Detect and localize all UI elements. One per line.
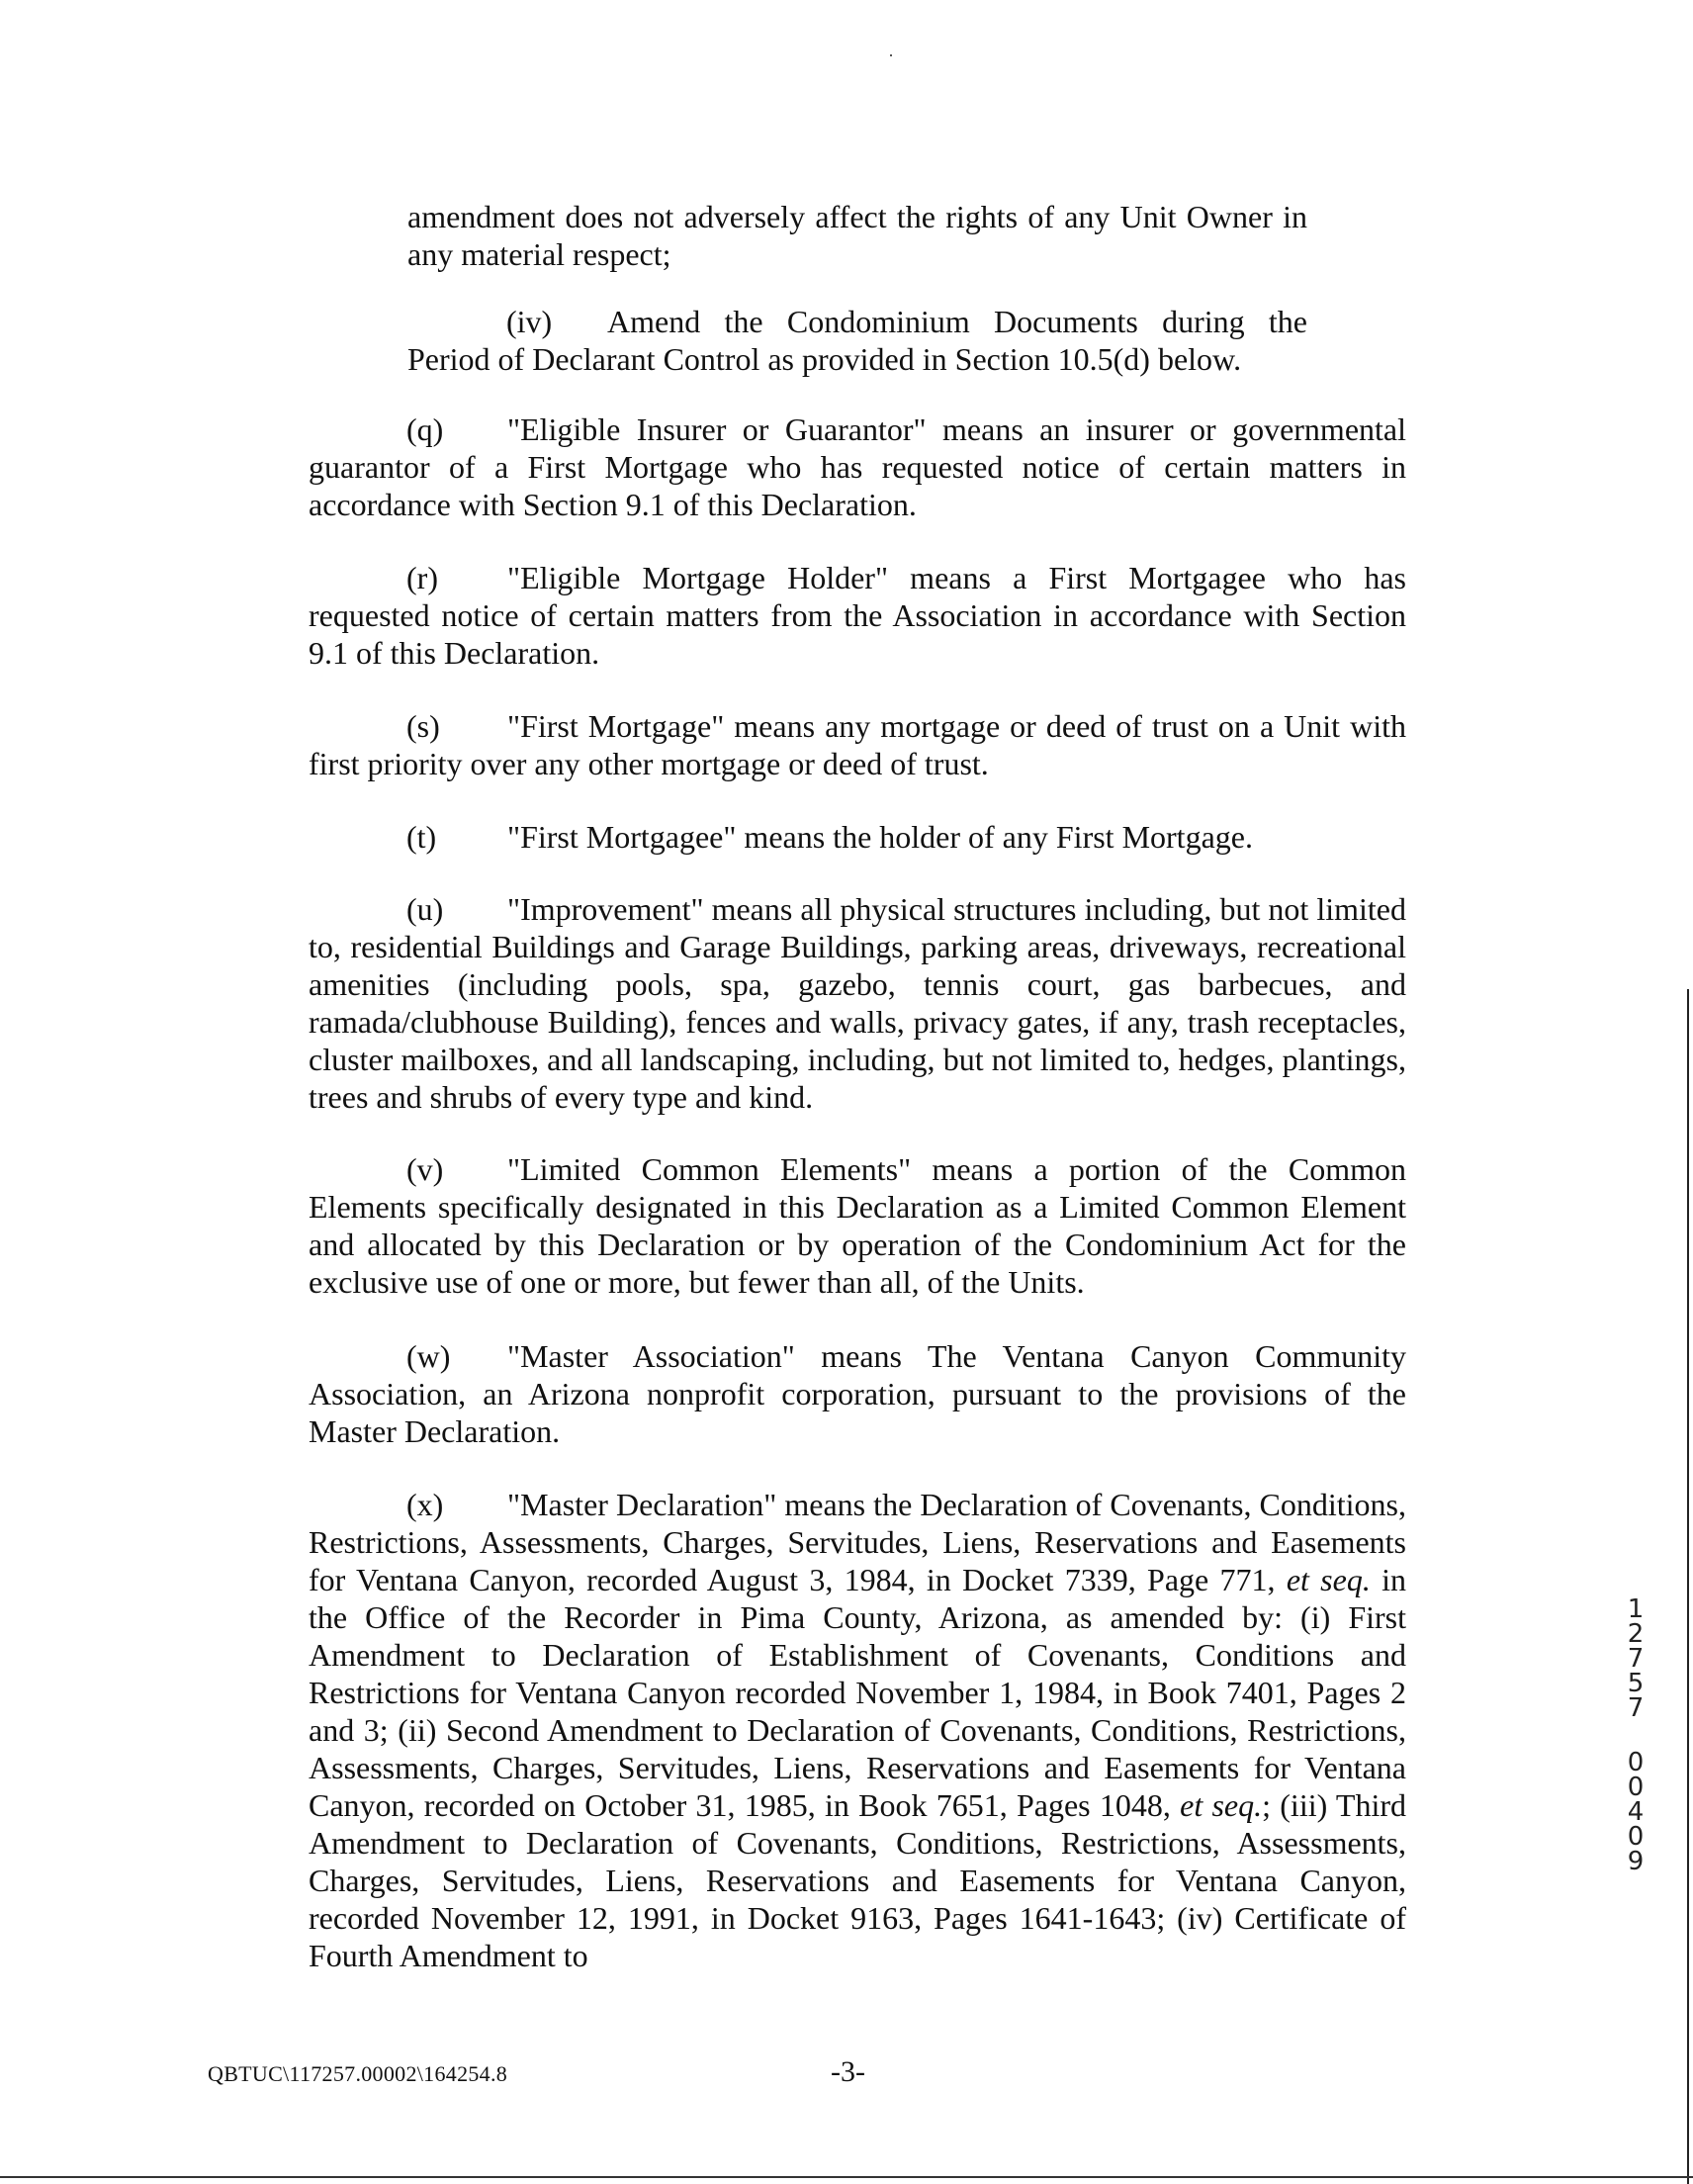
stamp-docket-char: 7 [1627, 1644, 1645, 1674]
paragraph-iv-label: (iv) [506, 304, 553, 339]
paragraph-v-label: (v) [406, 1151, 444, 1187]
paragraph-r-text: "Eligible Mortgage Holder" means a First Mortgagee who has requested notice of certain matters from the Association in accordance with Section 9.1 of this Declaration. [309, 560, 1406, 671]
paragraph-s-label: (s) [406, 708, 440, 744]
stamp-docket-char: 1 [1627, 1594, 1645, 1624]
paragraph-t [309, 818, 1406, 856]
paragraph-s-text: "First Mortgage" means any mortgage or deed of trust on a Unit with first priority over any other mortgage or deed of trust. [309, 708, 1406, 781]
scan-edge-bottom [0, 2176, 1693, 2178]
paragraph-w-label: (w) [406, 1338, 451, 1374]
paragraph-u [309, 890, 1406, 1116]
paragraph-iv-text: Amend the Condominium Documents during the Period of Declarant Control as provided in Section 10.5(d) below. [407, 304, 1307, 377]
paragraph-continuation [407, 198, 1307, 273]
stamp-page-char: 0 [1627, 1822, 1645, 1852]
paragraph-v [309, 1150, 1406, 1301]
stamp-page-char: 0 [1627, 1748, 1645, 1777]
paragraph-x-et-seq-2: et seq. [1180, 1787, 1263, 1823]
paragraph-v-text: "Limited Common Elements" means a portion of the Common Elements specifically designated in this Declaration as a Limited Common Element and allocated by this Declaration or by operation of the Condominium Act for the exclusive use of one or more, but fewer than all, of the Units. [309, 1151, 1406, 1300]
stamp-docket-char: 7 [1627, 1693, 1645, 1723]
paragraph-q [309, 410, 1406, 523]
stamp-page-char: 4 [1627, 1797, 1645, 1827]
stamp-docket-char: 2 [1627, 1619, 1645, 1649]
scan-edge-right [1687, 989, 1689, 2184]
paragraph-s [309, 707, 1406, 782]
paragraph-x-text-3: ; (iii) Third Amendment to Declaration of Covenants, Conditions, Restrictions, Assessments, Charges, Servitudes, Liens, Reservations and Easements for Ventana Canyon, recorded November 12, 1991, in Docket 9163, Pages 1641-1643; (iv) Certificate of Fourth Amendment to [309, 1787, 1407, 1973]
paragraph-x-text-1: "Master Declaration" means the Declaration of Covenants, Conditions, Restrictions, Assessments, Charges, Servitudes, Liens, Reservations and Easements for Ventana Canyon, recorded August 3, 1984, in Docket 7339, Page 771, [309, 1487, 1406, 1597]
paragraph-iv [407, 303, 1307, 378]
footer-document-id: QBTUC\117257.00002\164254.8 [208, 2061, 508, 2086]
stamp-page-char: 0 [1627, 1773, 1645, 1802]
paragraph-q-label: (q) [406, 411, 444, 447]
paragraph-x-et-seq-1: et seq. [1286, 1562, 1371, 1597]
paragraph-x-text-2: in the Office of the Recorder in Pima County, Arizona, as amended by: (i) First Amendment to Declaration of Establishment of Covenants, Conditions and Restrictions for Ventana Canyon recorded November 1, 1984, in Book 7401, Pages 2 and 3; (ii) Second Amendment to Declaration of Covenants, Conditions, Restrictions, Assessments, Charges, Servitudes, Liens, Reservations and Easements for Ventana Canyon, recorded on October 31, 1985, in Book 7651, Pages 1048, [309, 1562, 1407, 1823]
paragraph-x [309, 1486, 1406, 1974]
paragraph-u-label: (u) [406, 891, 444, 927]
paragraph-q-text: "Eligible Insurer or Guarantor" means an insurer or governmental guarantor of a First Mortgage who has requested notice of certain matters in accordance with Section 9.1 of this Declaration. [309, 411, 1406, 522]
paragraph-r-label: (r) [406, 560, 438, 595]
paragraph-r [309, 559, 1406, 672]
scan-speck [890, 54, 892, 56]
paragraph-x-label: (x) [406, 1487, 444, 1522]
paragraph-t-label: (t) [406, 819, 437, 855]
paragraph-continuation-text: amendment does not adversely affect the rights of any Unit Owner in any material respect; [407, 199, 1307, 272]
paragraph-t-text: "First Mortgagee" means the holder of any First Mortgage. [507, 819, 1253, 855]
paragraph-u-text: "Improvement" means all physical structures including, but not limited to, residential Buildings and Garage Buildings, parking areas, driveways, recreational amenities (including pools, spa, gazebo, tennis court, gas barbecues, and ramada/clubhouse Building), fences and walls, privacy gates, if any, trash receptacles, cluster mailboxes, and all landscaping, including, but not limited to, hedges, plantings, trees and shrubs of every type and kind. [309, 891, 1406, 1115]
stamp-page-char: 9 [1627, 1847, 1645, 1876]
paragraph-w-text: "Master Association" means The Ventana Canyon Community Association, an Arizona nonprofit corporation, pursuant to the provisions of the Master Declaration. [309, 1338, 1406, 1449]
stamp-docket-char: 5 [1627, 1669, 1645, 1698]
recording-stamp [1622, 1594, 1649, 1876]
footer-page-number: -3- [831, 2055, 865, 2088]
paragraph-w [309, 1337, 1406, 1450]
